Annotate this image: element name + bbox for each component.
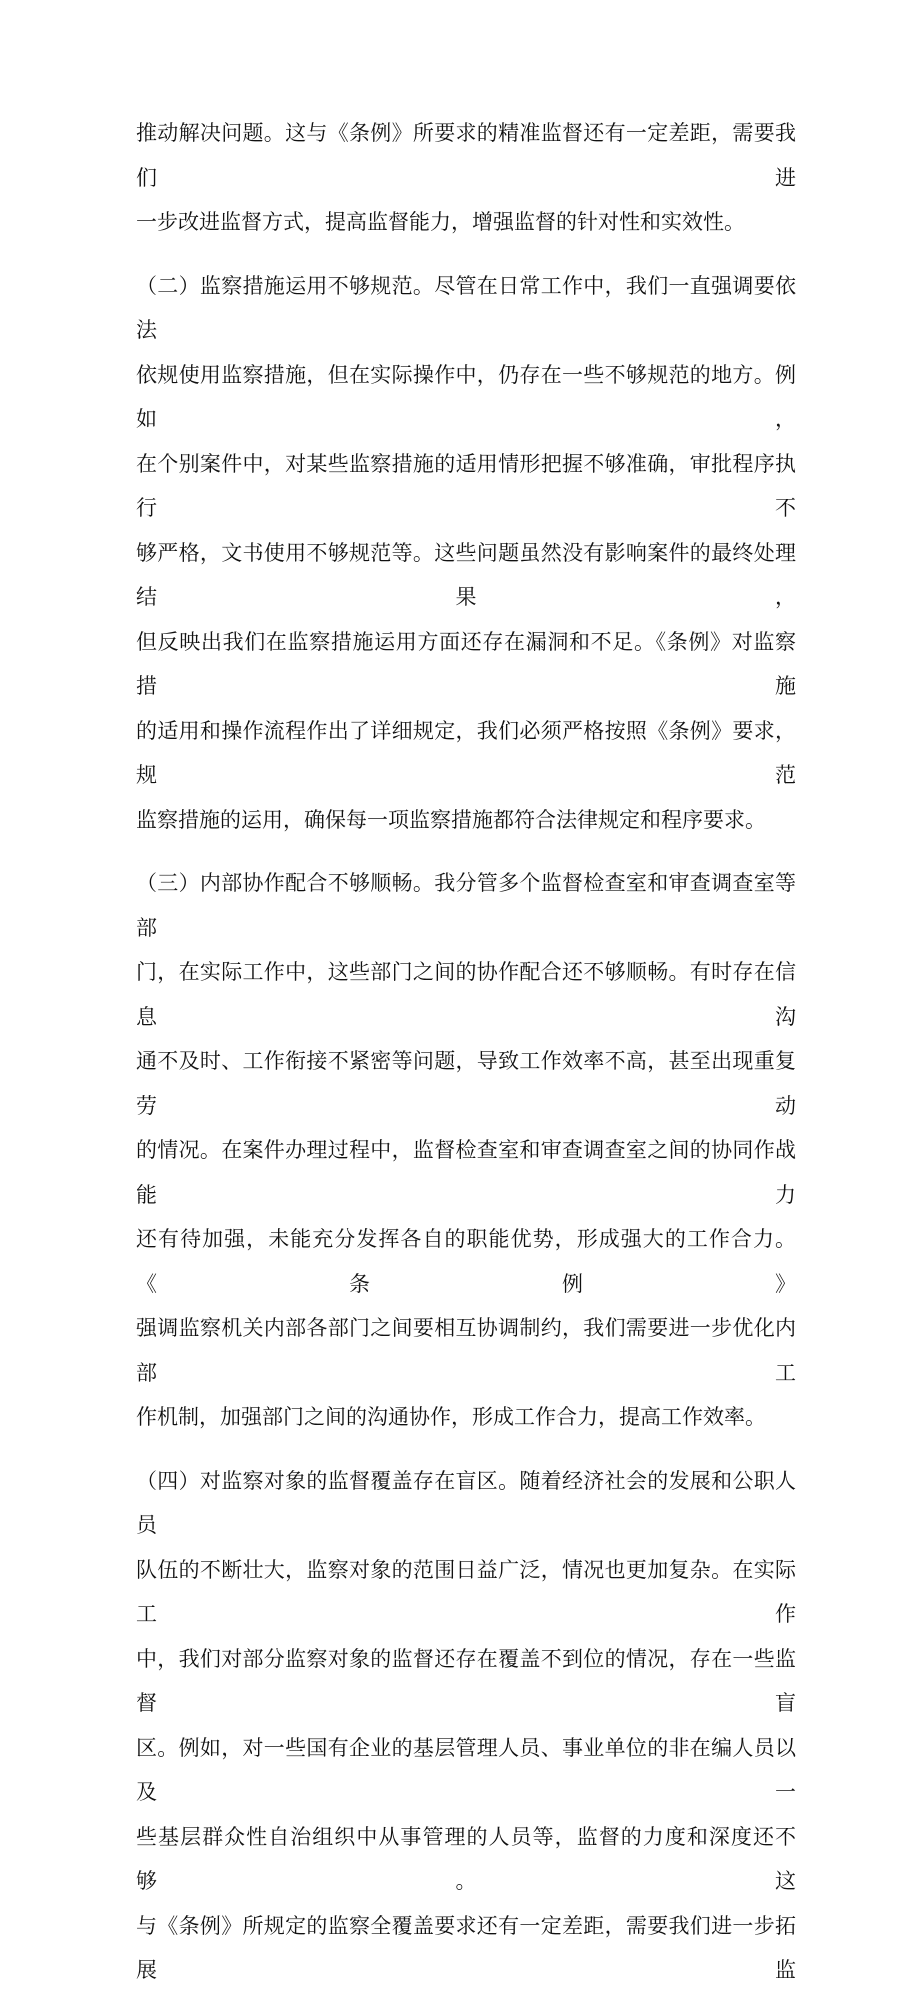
text-line: 的适用和操作流程作出了详细规定，我们必须严格按照《条例》要求，规范 xyxy=(136,718,796,787)
text-line: 一步改进监督方式，提高监督能力，增强监督的针对性和实效性。 xyxy=(136,210,745,234)
text-line: 强调监察机关内部各部门之间要相互协调制约，我们需要进一步优化内部工 xyxy=(136,1316,796,1385)
text-line: （二）监察措施运用不够规范。尽管在日常工作中，我们一直强调要依法 xyxy=(136,273,796,342)
text-line: 与《条例》所规定的监察全覆盖要求还有一定差距，需要我们进一步拓展监 xyxy=(136,1913,796,1982)
text-line: 中，我们对部分监察对象的监督还存在覆盖不到位的情况，存在一些监督盲 xyxy=(136,1646,796,1715)
text-line: 推动解决问题。这与《条例》所要求的精准监督还有一定差距，需要我们进 xyxy=(136,121,796,190)
text-line: 通不及时、工作衔接不紧密等问题，导致工作效率不高，甚至出现重复劳动 xyxy=(136,1049,796,1118)
paragraph-4 xyxy=(136,1459,796,1993)
text-line: 队伍的不断壮大，监察对象的范围日益广泛，情况也更加复杂。在实际工作 xyxy=(136,1557,796,1626)
paragraph-1 xyxy=(136,111,796,245)
text-line: 还有待加强，未能充分发挥各自的职能优势，形成强大的工作合力。《条例》 xyxy=(136,1227,796,1296)
text-line: 门，在实际工作中，这些部门之间的协作配合还不够顺畅。有时存在信息沟 xyxy=(136,960,796,1029)
text-line: （三）内部协作配合不够顺畅。我分管多个监督检查室和审查调查室等部 xyxy=(136,871,796,940)
text-line: 的情况。在案件办理过程中，监督检查室和审查调查室之间的协同作战能力 xyxy=(136,1138,796,1207)
text-line: 依规使用监察措施，但在实际操作中，仍存在一些不够规范的地方。例如， xyxy=(136,362,796,431)
text-line: 监察措施的运用，确保每一项监察措施都符合法律规定和程序要求。 xyxy=(136,807,766,832)
text-line: 作机制，加强部门之间的沟通协作，形成工作合力，提高工作效率。 xyxy=(136,1405,766,1429)
text-line: （四）对监察对象的监督覆盖存在盲区。随着经济社会的发展和公职人员 xyxy=(136,1468,796,1537)
paragraph-2 xyxy=(136,264,796,843)
paragraph-3 xyxy=(136,861,796,1440)
text-line: 在个别案件中，对某些监察措施的适用情形把握不够准确，审批程序执行不 xyxy=(136,451,796,520)
text-line: 够严格，文书使用不够规范等。这些问题虽然没有影响案件的最终处理结果， xyxy=(136,540,796,609)
text-line: 些基层群众性自治组织中从事管理的人员等，监督的力度和深度还不够。这 xyxy=(136,1824,796,1893)
text-line: 区。例如，对一些国有企业的基层管理人员、事业单位的非在编人员以及一 xyxy=(136,1735,796,1804)
document-body xyxy=(136,111,796,2012)
text-line: 但反映出我们在监察措施运用方面还存在漏洞和不足。《条例》对监察措施 xyxy=(136,629,796,698)
